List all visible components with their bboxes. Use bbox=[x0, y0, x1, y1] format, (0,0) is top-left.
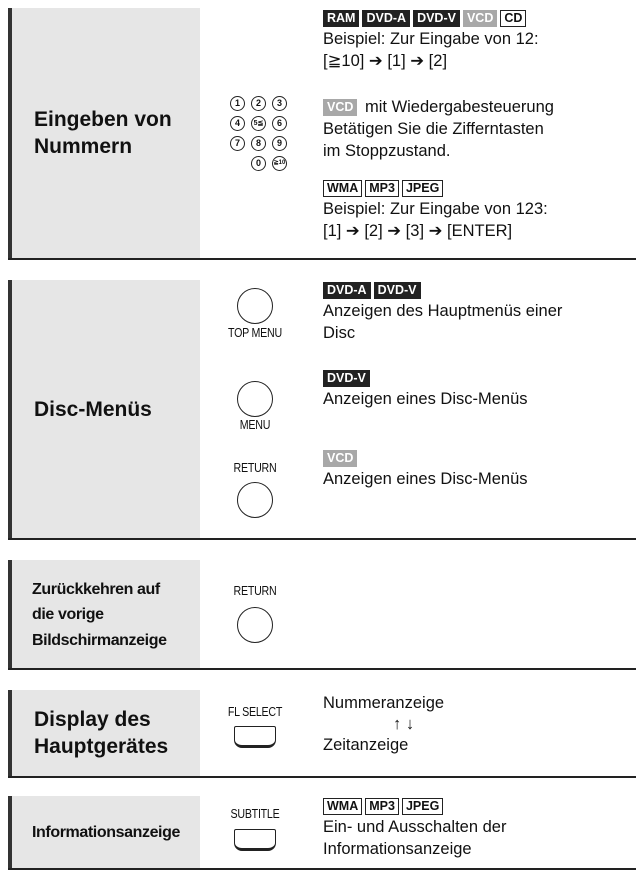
description-column bbox=[323, 560, 636, 670]
description-column bbox=[323, 8, 636, 260]
disc-tag: CD bbox=[500, 10, 526, 27]
disc-tag: JPEG bbox=[402, 180, 443, 197]
subtitle-button[interactable] bbox=[234, 829, 276, 851]
description-block-1 bbox=[323, 282, 630, 344]
disc-type-tags bbox=[323, 450, 630, 468]
section-enter-numbers bbox=[8, 8, 636, 260]
button-column bbox=[200, 690, 323, 778]
fl-select-label: FL SELECT bbox=[227, 704, 283, 719]
description-text: Beispiel: Zur Eingabe von 123: bbox=[323, 200, 548, 218]
disc-tag: DVD-V bbox=[374, 282, 421, 299]
description-text: [1] ➔ [2] ➔ [3] ➔ [ENTER] bbox=[323, 222, 513, 240]
section-return bbox=[8, 560, 636, 670]
description-column bbox=[323, 796, 636, 870]
key-0-icon: 0 bbox=[251, 156, 266, 171]
disc-tag: DVD-V bbox=[413, 10, 460, 27]
key-4-icon: 4 bbox=[230, 116, 245, 131]
disc-type-tags bbox=[323, 180, 630, 198]
return-label: RETURN bbox=[233, 583, 277, 598]
return-button[interactable] bbox=[237, 607, 273, 643]
toggle-arrows-icon: ↑ ↓ bbox=[393, 715, 415, 733]
description-text: Disc bbox=[323, 324, 356, 342]
key-7-icon: 7 bbox=[230, 136, 245, 151]
section-divider bbox=[8, 258, 636, 260]
menu-button[interactable] bbox=[237, 381, 273, 417]
subtitle-label: SUBTITLE bbox=[230, 806, 280, 821]
disc-tag: WMA bbox=[323, 798, 362, 815]
section-info bbox=[8, 796, 636, 870]
section-disc-menus bbox=[8, 280, 636, 540]
description-text: im Stoppzustand. bbox=[323, 142, 451, 160]
section-bar bbox=[8, 280, 12, 540]
description-text: VCD mit Wiedergabesteuerung bbox=[323, 96, 630, 118]
description-column bbox=[323, 690, 636, 778]
key-9-icon: 9 bbox=[272, 136, 287, 151]
description-block-2 bbox=[323, 96, 630, 162]
disc-tag: DVD-A bbox=[362, 10, 410, 27]
disc-type-tags bbox=[323, 370, 630, 388]
disc-type-tags bbox=[323, 282, 630, 300]
numeric-keypad-icon bbox=[230, 96, 310, 192]
section-divider bbox=[8, 668, 636, 670]
section-display bbox=[8, 690, 636, 778]
description-text: Zeitanzeige bbox=[323, 736, 409, 754]
disc-tag: DVD-A bbox=[323, 282, 371, 299]
description-text: Ein- und Ausschalten der bbox=[323, 818, 507, 836]
section-heading-cell bbox=[12, 8, 200, 260]
disc-tag: JPEG bbox=[402, 798, 443, 815]
key-1-icon: 1 bbox=[230, 96, 245, 111]
description-block-1 bbox=[323, 10, 630, 72]
button-column bbox=[200, 796, 323, 870]
button-column bbox=[200, 280, 323, 540]
menu-label: MENU bbox=[239, 417, 271, 432]
disc-tag: MP3 bbox=[365, 180, 399, 197]
description-text: Nummeranzeige bbox=[323, 694, 445, 712]
section-title: Eingeben von Nummern bbox=[34, 108, 172, 158]
key-5-icon: 5≦ bbox=[251, 116, 266, 131]
description-text: Informationsanzeige bbox=[323, 840, 472, 858]
section-bar bbox=[8, 796, 12, 870]
disc-tag: WMA bbox=[323, 180, 362, 197]
description-text: Anzeigen eines Disc-Menüs bbox=[323, 390, 528, 408]
disc-tag: MP3 bbox=[365, 798, 399, 815]
description-block-2 bbox=[323, 370, 630, 410]
description-block-3 bbox=[323, 450, 630, 490]
description-text: Beispiel: Zur Eingabe von 12: bbox=[323, 30, 539, 48]
description-block bbox=[323, 692, 630, 756]
description-text: Anzeigen eines Disc-Menüs bbox=[323, 470, 528, 488]
section-divider bbox=[8, 776, 636, 778]
key-8-icon: 8 bbox=[251, 136, 266, 151]
return-label: RETURN bbox=[233, 460, 277, 475]
return-button[interactable] bbox=[237, 482, 273, 518]
section-title: Informationsanzeige bbox=[32, 824, 180, 842]
disc-tag: VCD bbox=[323, 450, 357, 467]
section-heading-cell bbox=[12, 796, 200, 870]
button-column bbox=[200, 8, 323, 260]
disc-type-tags bbox=[323, 798, 630, 816]
key-6-icon: 6 bbox=[272, 116, 287, 131]
section-title: Disc-Menüs bbox=[34, 397, 152, 421]
section-bar bbox=[8, 690, 12, 778]
disc-tag: RAM bbox=[323, 10, 359, 27]
key-3-icon: 3 bbox=[272, 96, 287, 111]
disc-type-tags bbox=[323, 10, 630, 28]
key-2-icon: 2 bbox=[251, 96, 266, 111]
description-block bbox=[323, 798, 630, 860]
button-column bbox=[200, 560, 323, 670]
section-divider bbox=[8, 538, 636, 540]
section-heading-cell bbox=[12, 690, 200, 778]
description-text: [≧10] ➔ [1] ➔ [2] bbox=[323, 52, 448, 70]
section-title: Display des Hauptgerätes bbox=[34, 708, 169, 758]
section-title: Zurückkehren auf die vorige Bildschirmanzeige bbox=[32, 580, 167, 649]
description-column bbox=[323, 280, 636, 540]
section-bar bbox=[8, 560, 12, 670]
disc-tag: VCD bbox=[463, 10, 497, 27]
section-heading-cell bbox=[12, 560, 200, 670]
description-block-3 bbox=[323, 180, 630, 242]
fl-select-button[interactable] bbox=[234, 726, 276, 748]
top-menu-button[interactable] bbox=[237, 288, 273, 324]
disc-tag: VCD bbox=[323, 99, 357, 116]
description-text: Anzeigen des Hauptmenüs einer bbox=[323, 302, 563, 320]
section-heading-cell bbox=[12, 280, 200, 540]
description-text: Betätigen Sie die Zifferntasten bbox=[323, 120, 544, 138]
disc-tag: DVD-V bbox=[323, 370, 370, 387]
section-bar bbox=[8, 8, 12, 260]
key-plus10-icon: ≧10 bbox=[272, 156, 287, 171]
top-menu-label: TOP MENU bbox=[228, 325, 282, 340]
